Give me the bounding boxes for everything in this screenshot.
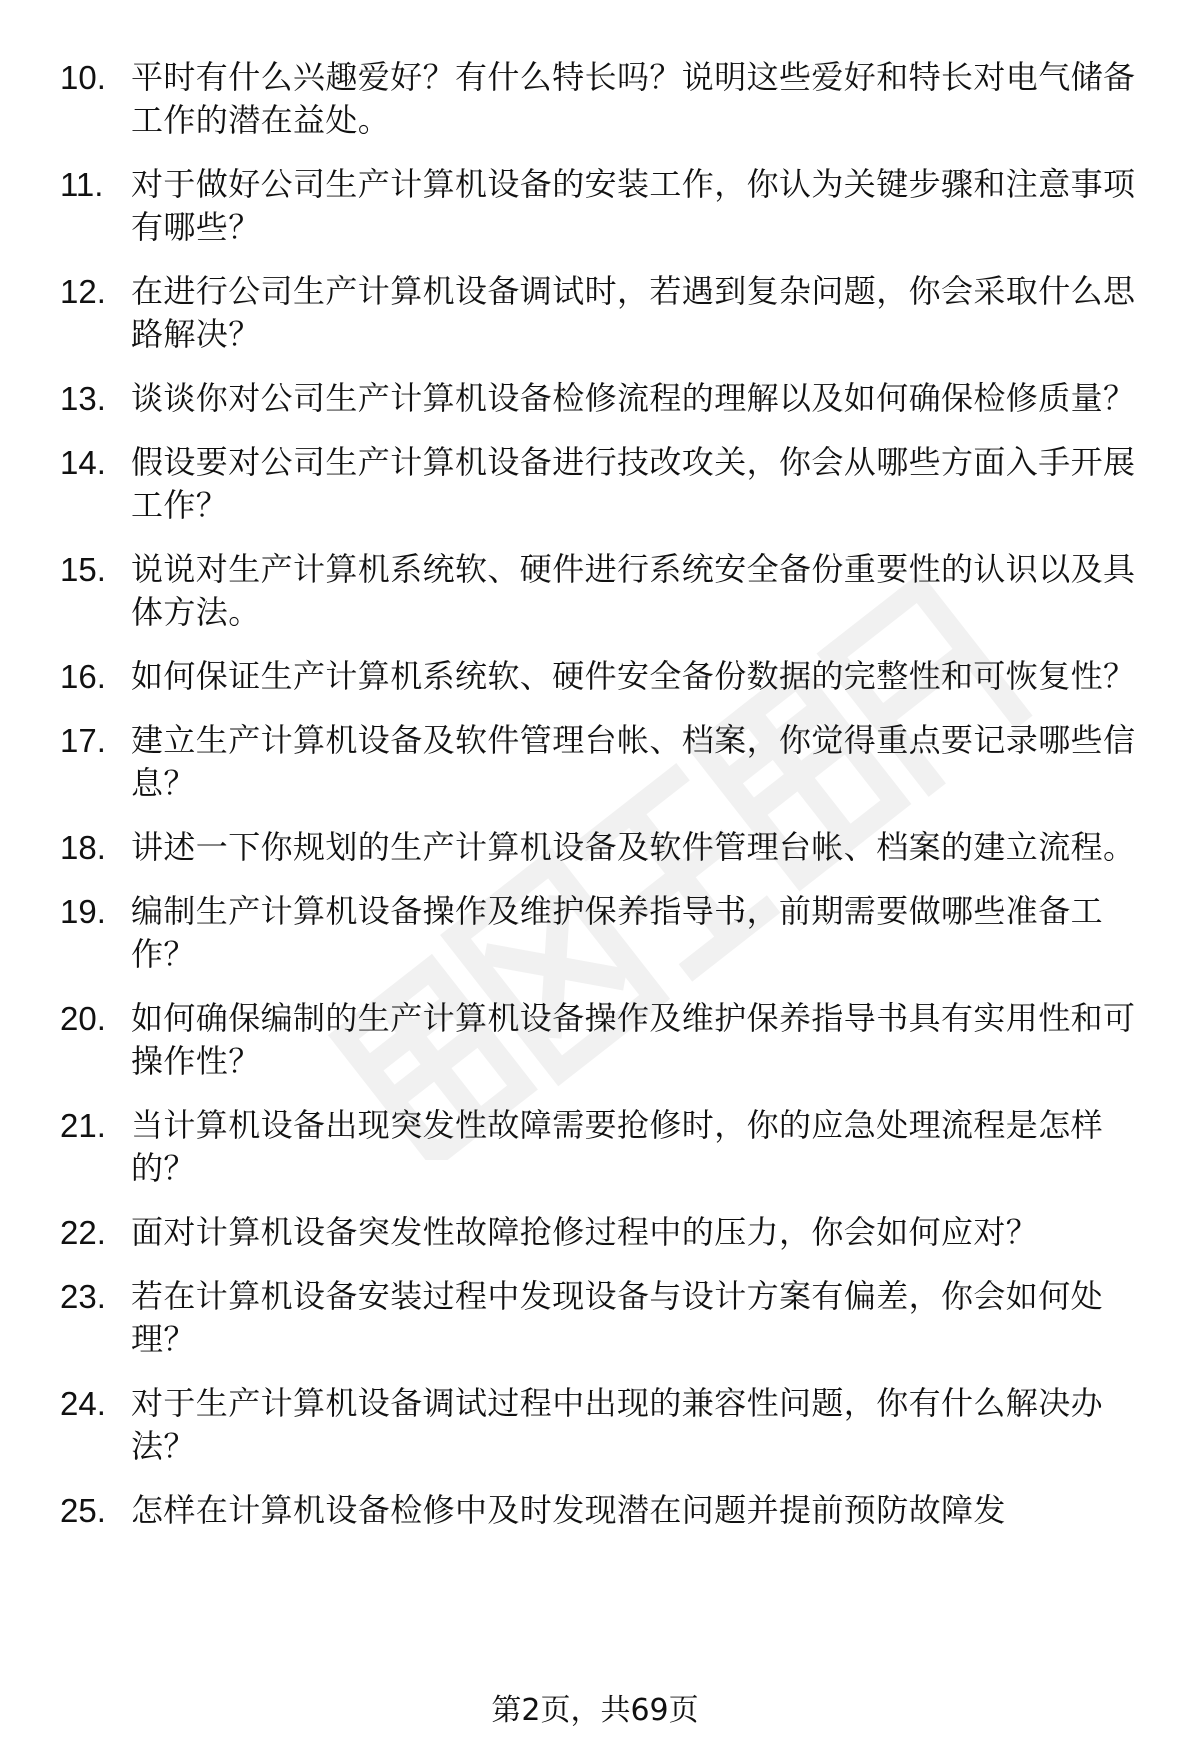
- question-text: 假设要对公司生产计算机设备进行技改攻关，你会从哪些方面入手开展工作？: [131, 443, 1136, 524]
- question-text: 若在计算机设备安装过程中发现设备与设计方案有偏差，你会如何处理？: [131, 1277, 1104, 1358]
- list-item: [60, 1104, 1150, 1190]
- question-number: 25.: [60, 1492, 106, 1529]
- question-number: 17.: [60, 722, 106, 759]
- list-item: [60, 56, 1150, 142]
- question-text: 建立生产计算机设备及软件管理台帐、档案，你觉得重点要记录哪些信息？: [131, 721, 1136, 802]
- list-item: [60, 655, 1150, 698]
- question-number: 10.: [60, 59, 106, 96]
- question-text: 平时有什么兴趣爱好？有什么特长吗？说明这些爱好和特长对电气储备工作的潜在益处。: [131, 58, 1136, 139]
- question-number: 16.: [60, 658, 106, 695]
- list-item: [60, 1275, 1150, 1361]
- question-text: 说说对生产计算机系统软、硬件进行系统安全备份重要性的认识以及具体方法。: [131, 550, 1136, 631]
- list-item: [60, 163, 1150, 249]
- list-item: [60, 270, 1150, 356]
- page-number-footer: 第2页，共69页: [491, 1693, 699, 1728]
- question-number: 12.: [60, 273, 106, 310]
- list-item: [60, 377, 1150, 420]
- question-text: 当计算机设备出现突发性故障需要抢修时，你的应急处理流程是怎样的？: [131, 1106, 1104, 1187]
- question-number: 24.: [60, 1385, 106, 1422]
- question-text: 谈谈你对公司生产计算机设备检修流程的理解以及如何确保检修质量？: [131, 379, 1136, 417]
- question-list: [60, 56, 1150, 1553]
- list-item: [60, 1382, 1150, 1468]
- list-item: [60, 826, 1150, 869]
- question-text: 面对计算机设备突发性故障抢修过程中的压力，你会如何应对？: [131, 1213, 1039, 1251]
- list-item: [60, 1489, 1150, 1532]
- question-number: 14.: [60, 444, 106, 481]
- question-number: 15.: [60, 551, 106, 588]
- question-text: 怎样在计算机设备检修中及时发现潜在问题并提前预防故障发: [131, 1491, 1006, 1529]
- list-item: [60, 719, 1150, 805]
- question-number: 21.: [60, 1107, 106, 1144]
- question-number: 23.: [60, 1278, 106, 1315]
- question-text: 如何确保编制的生产计算机设备操作及维护保养指导书具有实用性和可操作性？: [131, 999, 1136, 1080]
- question-text: 对于做好公司生产计算机设备的安装工作，你认为关键步骤和注意事项有哪些？: [131, 165, 1136, 246]
- list-item: [60, 997, 1150, 1083]
- question-number: 11.: [60, 166, 104, 203]
- question-number: 22.: [60, 1214, 106, 1251]
- question-text: 编制生产计算机设备操作及维护保养指导书，前期需要做哪些准备工作？: [131, 892, 1104, 973]
- question-text: 讲述一下你规划的生产计算机设备及软件管理台帐、档案的建立流程。: [131, 828, 1136, 866]
- question-number: 19.: [60, 893, 106, 930]
- list-item: [60, 1211, 1150, 1254]
- list-item: [60, 441, 1150, 527]
- question-number: 20.: [60, 1000, 106, 1037]
- list-item: [60, 548, 1150, 634]
- question-text: 对于生产计算机设备调试过程中出现的兼容性问题，你有什么解决办法？: [131, 1384, 1104, 1465]
- list-item: [60, 890, 1150, 976]
- question-number: 18.: [60, 829, 106, 866]
- question-text: 在进行公司生产计算机设备调试时，若遇到复杂问题，你会采取什么思路解决？: [131, 272, 1136, 353]
- question-number: 13.: [60, 380, 106, 417]
- question-text: 如何保证生产计算机系统软、硬件安全备份数据的完整性和可恢复性？: [131, 657, 1136, 695]
